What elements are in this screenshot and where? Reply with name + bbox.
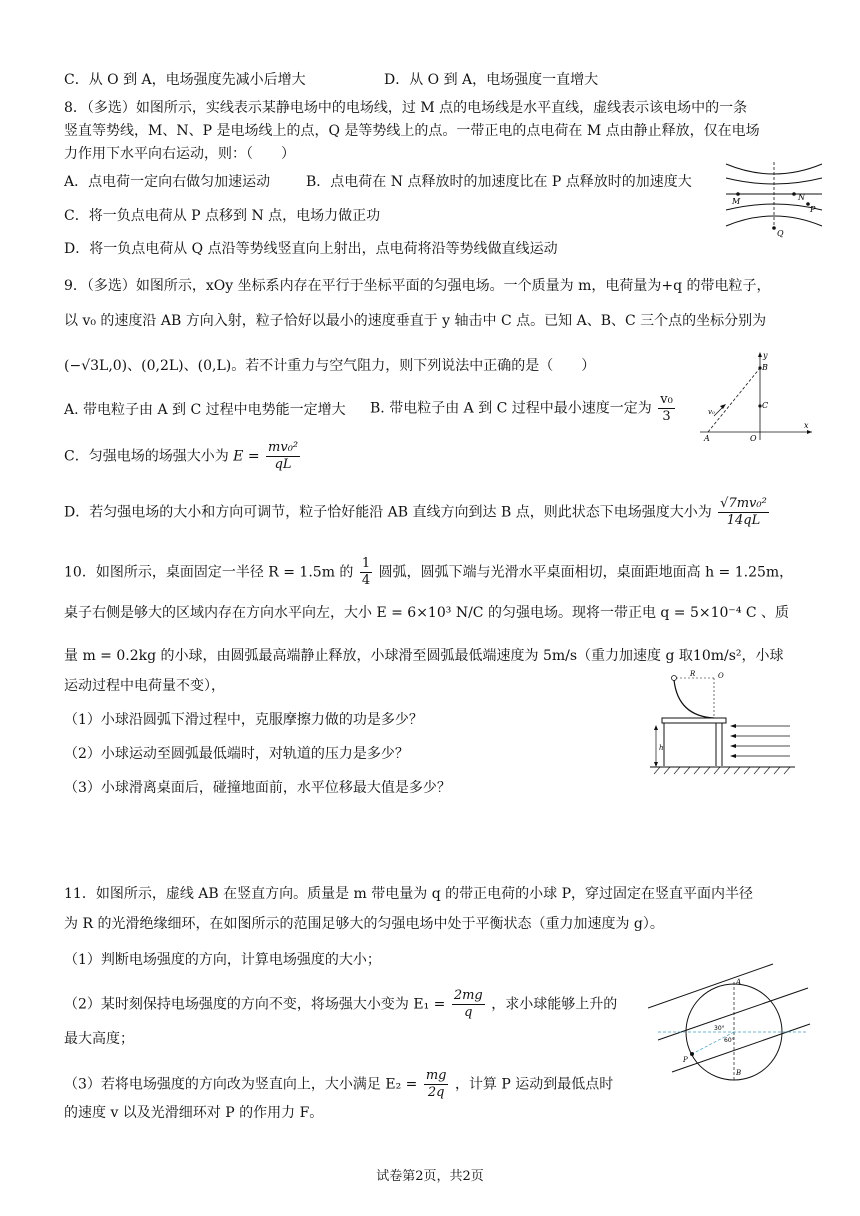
q10-stem-line2: 桌子右侧是够大的区域内存在方向水平向左，大小 E = 6×10³ N/C 的匀强电场。现将一带正电 q = 5×10⁻⁴ C 、质 [64,605,790,621]
q7-option-d: D．从 O 到 A，电场强度一直增大 [384,72,599,88]
q10-fraction-denominator: 4 [361,573,371,588]
q11-e1-denominator: q [464,1005,473,1020]
q11-fig-label-p: P [683,1056,688,1064]
q9-option-d-numerator: √7mv₀² [720,496,767,511]
q11-e1-numerator: 2mg [453,988,483,1003]
q11-fig-angle-30: 30° [714,1025,725,1032]
q8-option-c: C．将一负点电荷从 P 点移到 N 点，电场力做正功 [64,208,381,224]
q10-question-2: （2）小球运动至圆弧最低端时，对轨道的压力是多少？ [64,746,409,762]
q9-option-a: A. 带电粒子由 A 到 C 过程中电势能一定增大 [64,402,346,418]
q9-option-c [64,440,302,473]
q11-question-2 [64,988,617,1021]
q9-option-d-fraction [718,496,769,529]
q8-fig-label-m: M [732,197,741,206]
q9-option-b [370,392,677,425]
q9-fig-label-c: C [762,401,769,410]
q11-e2-fraction [424,1068,449,1101]
q8-stem-line1: 8．（多选）如图所示，实线表示某静电场中的电场线，过 M 点的电场线是水平直线，虚线表示该电场中的一条 [64,100,748,116]
q10-stem-line1b: 圆弧，圆弧下端与光滑水平桌面相切，桌面距地面高 h = 1.25m， [378,564,794,581]
q9-coordinate-figure [700,350,815,442]
q9-fig-label-v0: v₀ [708,408,715,416]
q11-fig-label-a: A [736,978,742,986]
q10-fig-label-o: O [718,672,724,680]
q11-question-3 [64,1068,613,1101]
q9-option-d-denominator: 14qL [726,513,761,528]
q11-question-2b: ，求小球能够上升的 [491,996,618,1013]
q9-stem-line2: 以 v₀ 的速度沿 AB 方向入射，粒子恰好以最小的速度垂直于 y 轴击中 C 点。已知 A、B、C 三个点的坐标分别为 [64,313,767,329]
q8-stem-line3: 力作用下水平向右运动，则：（ ） [64,146,295,162]
q8-option-a: A．点电荷一定向右做匀加速运动 [64,174,271,190]
q11-stem-line2: 为 R 的光滑绝缘细环，在如图所示的范围足够大的匀强电场中处于平衡状态（重力加速度为 g）。 [64,916,664,932]
q10-stem-line4: 运动过程中电荷量不变）， [64,678,225,694]
q9-option-b-numerator: v₀ [660,392,673,407]
q11-e2-numerator: mg [425,1068,447,1083]
q9-option-c-lhs: E = [233,448,260,465]
q10-stem-line3: 量 m = 0.2kg 的小球，由圆弧最高端静止释放，小球滑至圆弧最低端速度为 5m/s（重力加速度 g 取10m/s²，小球 [64,648,784,664]
q10-fig-label-h: h [659,744,664,752]
q8-option-d: D．将一负点电荷从 Q 点沿等势线竖直向上射出，点电荷将沿等势线做直线运动 [64,241,558,257]
q8-option-b: B．点电荷在 N 点释放时的加速度比在 P 点释放时的加速度大 [306,174,692,190]
q9-fig-label-b: B [762,363,768,372]
q7-option-c: C．从 O 到 A，电场强度先减小后增大 [64,72,306,88]
q10-stem-line1a: 10．如图所示，桌面固定一半径 R = 1.5m 的 [64,564,354,581]
q11-question-3a: （3）若将电场强度的方向改为竖直向上，大小满足 E₂ = [64,1076,418,1093]
q9-option-d [64,496,771,529]
q11-question-2c: 最大高度； [64,1031,134,1047]
q10-stem-line1 [64,556,793,589]
q11-e1-fraction [452,988,485,1021]
q11-e2-denominator: 2q [427,1085,445,1100]
q11-question-3c: 的速度 v 以及光滑细环对 P 的作用力 F。 [64,1105,324,1121]
q10-question-3: （3）小球滑离桌面后，碰撞地面前，水平位移最大值是多少？ [64,780,451,796]
q9-option-b-fraction [658,392,675,425]
q11-question-1: （1）判断电场强度的方向，计算电场强度的大小； [64,952,381,968]
q10-fraction-numerator: 1 [361,556,371,571]
q9-fig-axis-x: x [804,421,809,430]
q9-option-b-text: B. 带电粒子由 A 到 C 过程中最小速度一定为 [370,400,652,417]
q11-stem-line1: 11．如图所示，虚线 AB 在竖直方向。质量是 m 带电量为 q 的带正电荷的小球 P，穿过固定在竖直平面内半径 [64,886,754,902]
q8-stem-line2: 竖直等势线，M、N、P 是电场线上的点，Q 是等势线上的点。一带正电的点电荷在 M 点由静止释放，仅在电场 [64,123,760,139]
q9-fig-axis-y: y [763,351,768,360]
q9-option-c-fraction [266,440,300,473]
q9-fig-label-a: A [704,434,710,442]
q10-question-1: （1）小球沿圆弧下滑过程中，克服摩擦力做的功是多少？ [64,712,423,728]
q11-question-3b: ，计算 P 运动到最低点时 [454,1076,614,1093]
q11-fig-label-b: B [736,1069,742,1077]
q9-option-b-denominator: 3 [662,409,671,424]
q11-fig-angle-60: 60° [724,1037,735,1044]
q11-ring-figure [648,962,814,1087]
q8-fig-label-q: Q [777,229,784,238]
q8-fig-label-n: N [798,193,805,202]
q10-fig-label-r: R [690,670,696,678]
q9-option-d-text: D．若匀强电场的大小和方向可调节，粒子恰好能沿 AB 直线方向到达 B 点，则此状态下电场强度大小为 [64,504,712,521]
q9-stem-line1: 9．（多选）如图所示，xOy 坐标系内存在平行于坐标平面的匀强电场。一个质量为 m，电荷量为+q 的带电粒子， [64,278,771,294]
q8-fig-label-p: P [810,205,816,214]
page-footer: 试卷第2页，共2页 [376,1169,484,1184]
q9-stem-line3: (−√3L,0)、(0,2L)、(0,L)。若不计重力与空气阻力，则下列说法中正确的是（ ） [64,358,596,374]
q9-option-c-numerator: mv₀² [268,440,299,455]
q8-field-lines-figure [724,160,824,240]
q9-option-c-text: C．匀强电场的场强大小为 [64,448,229,465]
q9-option-c-denominator: qL [274,457,292,472]
q9-fig-label-o: O [750,434,757,442]
q10-quarter-fraction [360,556,372,589]
q10-table-arc-figure [650,670,795,775]
q11-question-2a: （2）某时刻保持电场强度的方向不变，将场强大小变为 E₁ = [64,996,446,1013]
